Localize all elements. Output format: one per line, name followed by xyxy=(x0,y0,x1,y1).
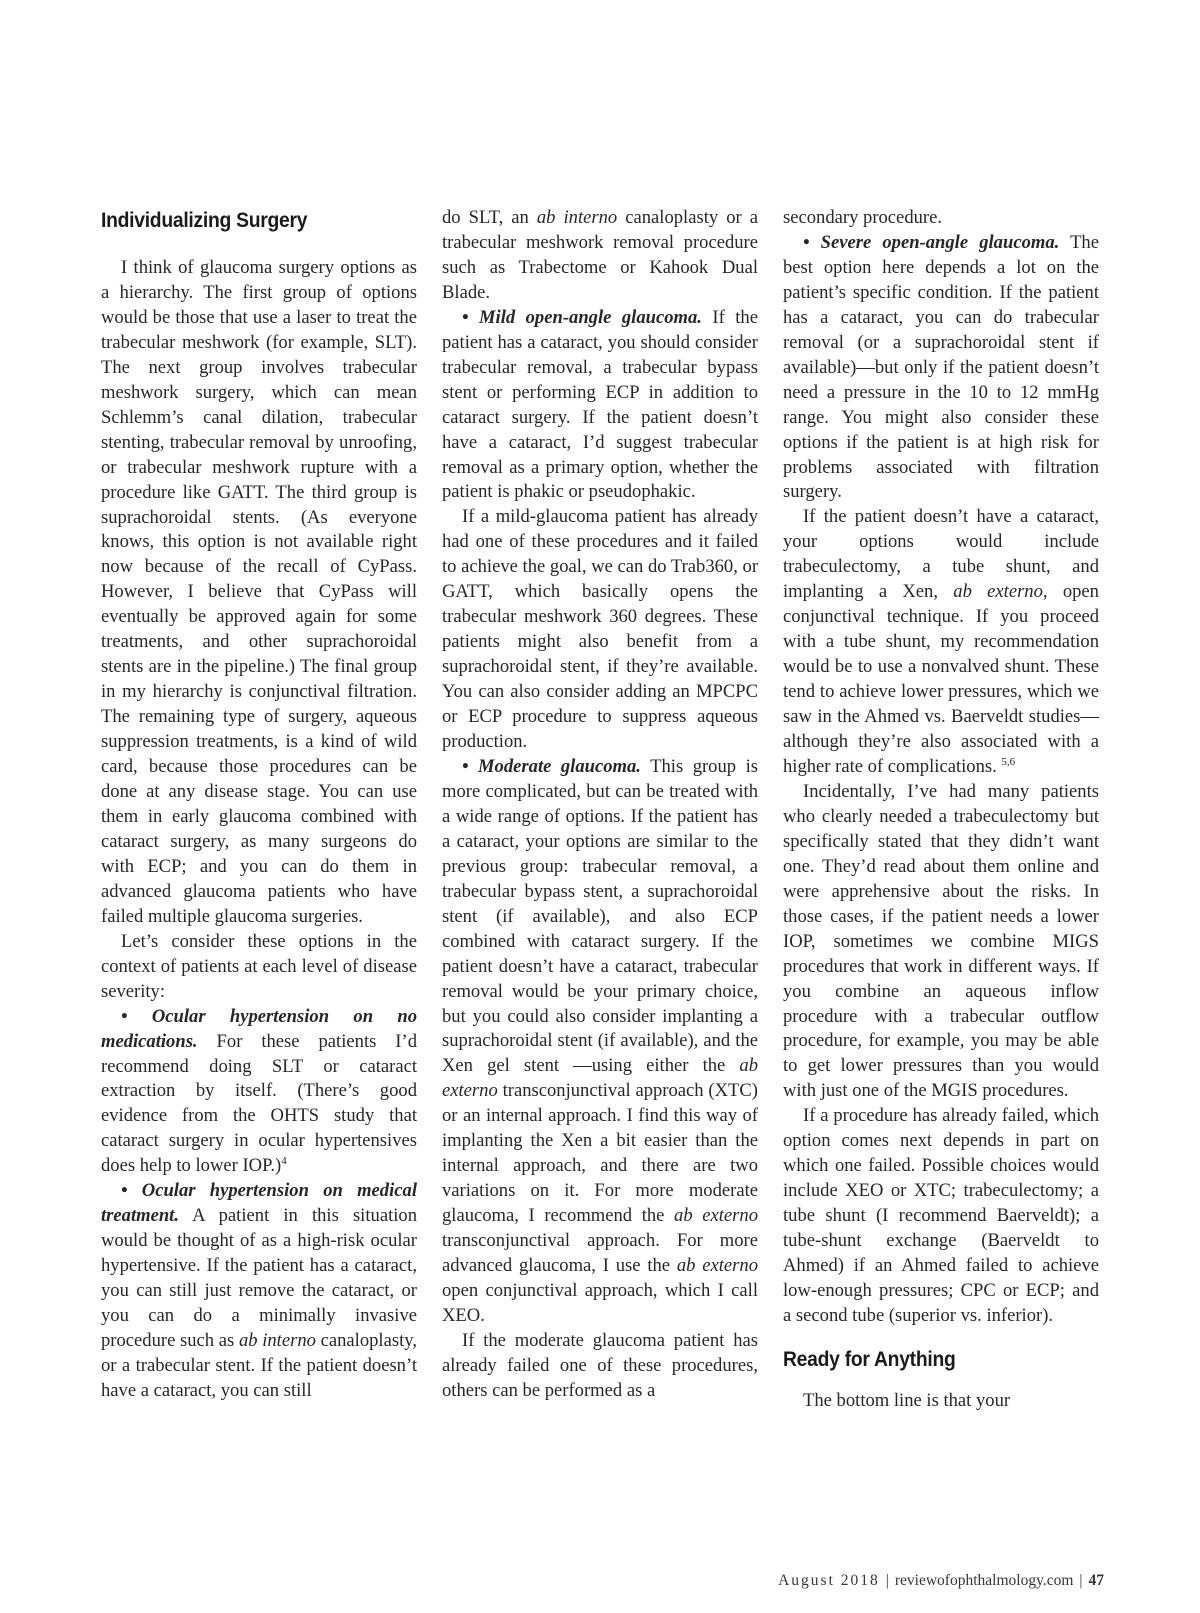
bullet-text: The best option here depends a lot on the patient’s specific condition. If the patient has a cataract, you can do trabecular removal (or a suprachoroidal stent if available)—but only if the patient doesn’t need a pressure in the 10 to 12 mmHg range. You might also consider these options if the patient is at high risk for problems associated with filtration surgery. xyxy=(783,231,1099,503)
reference-marker: 4 xyxy=(281,1155,287,1168)
text-run: canaloplasty or a trabecular meshwork removal procedure such as Trabectome or Kahook Dual Blade. xyxy=(442,207,758,303)
bullet-item-mild-glaucoma xyxy=(442,306,758,506)
text-run: do SLT, an xyxy=(442,207,537,228)
bullet-heading: • Ocular hypertension on no medications. xyxy=(101,1005,417,1052)
article-column-1 xyxy=(101,206,417,1404)
paragraph: Let’s consider these options in the context of patients at each level of disease severity: xyxy=(101,930,417,1002)
bullet-text: open conjunctival approach, which I call XEO. xyxy=(442,1279,758,1326)
paragraph: If a procedure has already failed, which option comes next depends in part on which one failed. Possible choices would include XEO or XTC; trabeculectomy; a tube shunt (I recommend Baerveldt); a tube-shunt exchange (Baerveldt to Ahmed) if an Ahmed failed to achieve low-enough pressures; CPC or ECP; and a second tube (superior vs. inferior). xyxy=(783,1105,1099,1326)
bullet-item-ocular-hypertension-medical xyxy=(101,1179,417,1404)
paragraph-continued xyxy=(442,206,758,306)
bullet-item-severe-glaucoma xyxy=(783,231,1099,505)
bullet-text: For these patients I’d recommend doing SLT or cataract extraction by itself. (There’s good evidence from the OHTS study that cataract surgery in ocular hypertensives does help to lower IOP.) xyxy=(101,1030,417,1177)
text-run: If the patient doesn’t have a cataract, your options would include trabeculectomy, a tube shunt, and implanting a Xen, xyxy=(783,506,1099,603)
paragraph: The bottom line is that your xyxy=(803,1389,1011,1411)
paragraph: If the moderate glaucoma patient has already failed one of these procedures, others can be performed as a xyxy=(442,1329,758,1401)
footer-separator: | xyxy=(885,1572,889,1589)
bullet-text: transconjunctival approach. For more advanced glaucoma, I use the xyxy=(442,1230,758,1277)
paragraph: If a mild-glaucoma patient has already had one of these procedures and it failed to achieve the goal, we can do Trab360, or GATT, which basically opens the trabecular meshwork 360 degrees. These patients might also benefit from a suprachoroidal stent, if they’re available. You can also consider adding an MPCPC or ECP procedure to suppress aqueous production. xyxy=(442,506,759,753)
italic-term: ab externo xyxy=(953,581,1043,603)
paragraph xyxy=(783,505,1099,779)
bullet-heading: • Severe open-angle glaucoma. xyxy=(803,231,1060,253)
footer-separator: | xyxy=(1079,1572,1083,1589)
text-run: , open conjunctival technique. If you proceed with a tube shunt, my recommendation would be to use a nonvalved shunt. These tend to achieve lower pressures, which we saw in the Ahmed vs. Baerveldt studies—although they’re also associated with a higher rate of complications. xyxy=(783,581,1099,777)
italic-term: ab interno xyxy=(238,1329,316,1351)
section-heading-individualizing-surgery: Individualizing Surgery xyxy=(101,209,308,232)
bullet-item-moderate-glaucoma xyxy=(442,755,758,1329)
paragraph: Incidentally, I’ve had many patients who clearly needed a trabeculectomy but specifically stated that they didn’t want one. They’d read about them online and were apprehensive about the risks. In those cases, if the patient needs a lower IOP, sometimes we combine MIGS procedures that work in different ways. If you combine an aqueous inflow procedure with a trabecular outflow procedure, for example, you may be able to get lower pressures than you would with just one of the MGIS procedures. xyxy=(783,780,1099,1102)
italic-term: ab externo xyxy=(676,1255,758,1277)
paragraph: I think of glaucoma surgery options as a hierarchy. The first group of options would be those that use a laser to treat the trabecular meshwork (for example, SLT). The next group involves trabecular meshwork surgery, which can mean Schlemm’s canal dilation, trabecular stenting, trabecular removal by unroofing, or trabecular meshwork rupture with a procedure like GATT. The third group is suprachoroidal stents. (As everyone knows, this option is not available right now because of the recall of CyPass. However, I believe that CyPass will eventually be approved again for some treatments, and other suprachoroidal stents are in the pipeline.) The final group in my hierarchy is conjunctival filtration. The remaining type of surgery, aqueous suppression treatments, is a kind of wild card, because those procedures can be done at any disease stage. You can use them in early glaucoma combined with cataract surgery, as many surgeons do with ECP; and you can do them in advanced glaucoma patients who have failed multiple glaucoma surgeries. xyxy=(101,257,417,927)
italic-term: ab externo xyxy=(442,1055,758,1102)
bullet-item-ocular-hypertension-no-meds xyxy=(101,1005,417,1180)
article-column-2 xyxy=(442,206,758,1404)
bullet-heading: • Mild open-angle glaucoma. xyxy=(462,306,702,328)
italic-term: ab externo xyxy=(674,1205,759,1227)
reference-marker: 5,6 xyxy=(1001,755,1016,768)
italic-term: ab interno xyxy=(536,207,618,228)
website-url: reviewofophthalmology.com xyxy=(894,1572,1074,1589)
bullet-text: A patient in this situation would be thought of as a high-risk ocular hypertensive. If the patient has a cataract, you can still just remove the cataract, or you can do a minimally invasive procedure such as xyxy=(101,1205,417,1351)
section-heading-ready-for-anything: Ready for Anything xyxy=(783,1347,956,1371)
bullet-text: transconjunctival approach (XTC) or an internal approach. I find this way of implanting the Xen a bit easier than the internal approach, and there are two variations on it. For more moderate glaucoma, I recommend the xyxy=(442,1080,758,1227)
bullet-text: If the patient has a cataract, you should consider trabecular removal, a trabecular bypass stent or performing ECP in addition to cataract surgery. If the patient doesn’t have a cataract, I’d suggest trabecular removal as a primary option, whether the patient is phakic or pseudophakic. xyxy=(442,306,758,503)
bullet-heading: • Ocular hypertension on medical treatment. xyxy=(101,1180,417,1227)
bullet-heading: • Moderate glaucoma. xyxy=(462,755,641,777)
page-number: 47 xyxy=(1088,1572,1104,1589)
article-column-3 xyxy=(783,206,1099,1414)
bullet-text: This group is more complicated, but can be treated with a wide range of options. If the patient has a cataract, your options are similar to the previous group: trabecular removal, a trabecular bypass stent, a suprachoroidal stent (if available), and also ECP combined with cataract surgery. If the patient doesn’t have a cataract, trabecular removal would be your primary choice, but you could also consider implanting a suprachoroidal stent (if available), and the Xen gel stent —using either the xyxy=(442,755,758,1077)
bullet-text: canaloplasty, or a trabecular stent. If the patient doesn’t have a cataract, you can still xyxy=(101,1329,417,1401)
page-footer xyxy=(778,1572,1104,1590)
paragraph-continued: secondary procedure. xyxy=(783,207,943,228)
issue-date: August 2018 xyxy=(778,1572,880,1589)
